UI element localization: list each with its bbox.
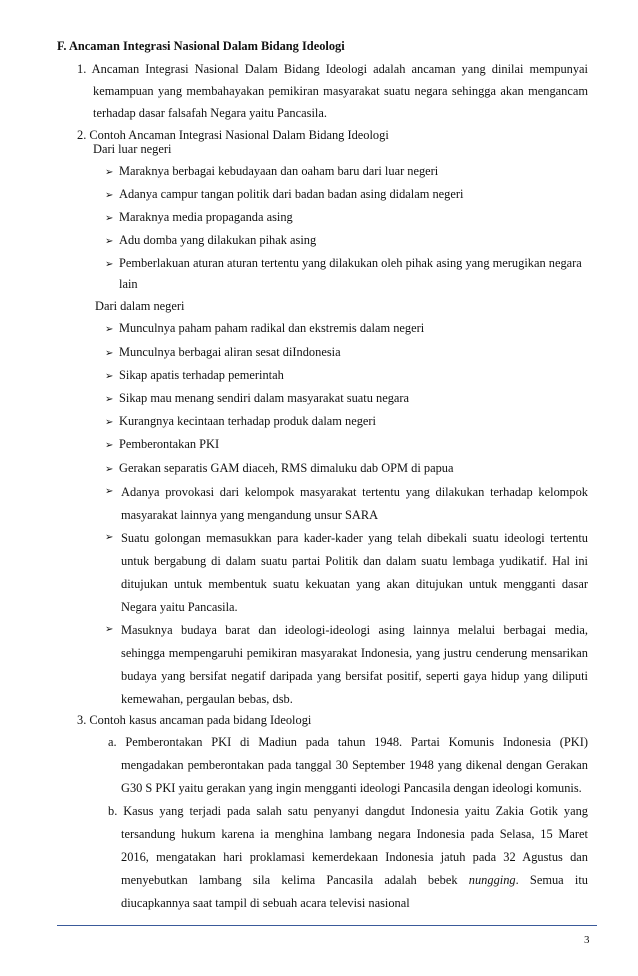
case-a-line-2: mengadakan pemberontakan pada tanggal 30 September 1948 yang dikenal dengan Gerakan: [121, 758, 588, 772]
list-item: ➢ Munculnya berbagai aliran sesat diIndonesia: [105, 344, 341, 362]
arrow-bullet-icon: ➢: [105, 324, 114, 335]
arrow-bullet-icon: ➢: [105, 417, 114, 428]
arrow-bullet-icon: ➢: [105, 190, 114, 201]
internal-label: Dari dalam negeri: [95, 299, 185, 313]
long-bullet-3-line-3: budaya yang bersifat negatif daripada yang bersifat positif, seperti gaya hidup yang diliputi: [121, 669, 588, 683]
case-b-line-3: 2016, mengatakan hari proklamasi kemerdekaan Indonesia jatuh pada 32 Agustus dan: [121, 850, 588, 864]
arrow-bullet-icon: ➢: [105, 440, 114, 451]
long-bullet-1-line-1: Adanya provokasi dari kelompok masyarakat tertentu yang dilakukan terhadap kelompok: [121, 485, 588, 499]
list-item: ➢ Adu domba yang dilakukan pihak asing: [105, 232, 316, 250]
case-b-line-5: diucapkannya saat tampil di sebuah acara televisi nasional: [121, 896, 410, 910]
item2-title: 2. Contoh Ancaman Integrasi Nasional Dalam Bidang Ideologi: [77, 128, 389, 142]
list-item: ➢ Maraknya media propaganda asing: [105, 209, 293, 227]
arrow-bullet-icon: ➢: [105, 486, 114, 497]
list-item: ➢ Kurangnya kecintaan terhadap produk dalam negeri: [105, 413, 376, 431]
list-item: ➢ Munculnya paham paham radikal dan ekstremis dalam negeri: [105, 320, 424, 338]
list-item: ➢ Adanya campur tangan politik dari badan badan asing didalam negeri: [105, 186, 463, 204]
section-heading: F. Ancaman Integrasi Nasional Dalam Bidang Ideologi: [57, 39, 345, 53]
long-bullet-3-line-2: sehingga mempengaruhi pemikiran masyarakat Indonesia, yang justru cenderung mensarikan: [121, 646, 588, 660]
long-bullet-3-line-1: Masuknya budaya barat dan ideologi-ideologi asing lainnya melalui berbagai media,: [121, 623, 588, 637]
long-bullet-2-line-1: Suatu golongan memasukkan para kader-kader yang telah dibekali suatu ideologi tertentu: [121, 531, 588, 545]
arrow-bullet-icon: ➢: [105, 213, 114, 224]
list-item: ➢ Pemberlakuan aturan aturan tertentu yang dilakukan oleh pihak asing yang merugikan negara: [105, 255, 582, 273]
item1-line-1: 1. Ancaman Integrasi Nasional Dalam Bidang Ideologi adalah ancaman yang dinilai mempunyai: [77, 62, 588, 76]
list-item: ➢ Sikap mau menang sendiri dalam masyarakat suatu negara: [105, 390, 409, 408]
case-b-line-1: b. Kasus yang terjadi pada salah satu penyanyi dangdut Indonesia yaitu Zakia Gotik yang: [108, 804, 588, 818]
list-item: ➢ Sikap apatis terhadap pemerintah: [105, 367, 284, 385]
long-bullet-2-line-2: untuk bergabung di dalam suatu partai Politik dan dalam suatu lembaga yudikatif. Hal ini: [121, 554, 588, 568]
case-b-line-4: menyebutkan lambang sila kelima Pancasila adalah bebek nungging. Semua itu: [121, 873, 588, 887]
arrow-bullet-icon: ➢: [105, 236, 114, 247]
list-item: ➢ Gerakan separatis GAM diaceh, RMS dimaluku dab OPM di papua: [105, 460, 453, 478]
arrow-bullet-icon: ➢: [105, 464, 114, 475]
external-label: Dari luar negeri: [93, 142, 172, 156]
long-bullet-3-line-4: kemewahan, pergaulan bebas, dsb.: [121, 692, 293, 706]
page-number: 3: [584, 934, 590, 946]
arrow-bullet-icon: ➢: [105, 624, 114, 635]
case-a-line-3: G30 S PKI yaitu gerakan yang ingin mengganti ideologi Pancasila dengan ideologi komunis.: [121, 781, 582, 795]
list-item-continuation: lain: [119, 277, 138, 291]
long-bullet-1-line-2: masyarakat lainnya yang mengandung unsur SARA: [121, 508, 379, 522]
list-item: ➢ Maraknya berbagai kebudayaan dan oaham baru dari luar negeri: [105, 163, 438, 181]
footer-rule: [57, 925, 597, 926]
item3-title: 3. Contoh kasus ancaman pada bidang Ideologi: [77, 713, 312, 727]
arrow-bullet-icon: ➢: [105, 167, 114, 178]
item1-line-3: terhadap dasar falsafah Negara yaitu Pancasila.: [93, 106, 327, 120]
long-bullet-2-line-3: ditujukan untuk membentuk suatu kekuatan yang akan ditujukan untuk mengganti dasar: [121, 577, 588, 591]
case-a-line-1: a. Pemberontakan PKI di Madiun pada tahun 1948. Partai Komunis Indonesia (PKI): [108, 735, 588, 749]
arrow-bullet-icon: ➢: [105, 371, 114, 382]
arrow-bullet-icon: ➢: [105, 394, 114, 405]
long-bullet-2-line-4: Negara yaitu Pancasila.: [121, 600, 238, 614]
arrow-bullet-icon: ➢: [105, 348, 114, 359]
case-b-line-2: tersandung hukum karena ia menghina lambang negara Indonesia pada Selasa, 15 Maret: [121, 827, 588, 841]
item1-line-2: kemampuan yang membahayakan pemikiran masyarakat suatu negara sehingga akan mengancam: [93, 84, 588, 98]
list-item: ➢ Pemberontakan PKI: [105, 436, 219, 454]
arrow-bullet-icon: ➢: [105, 259, 114, 270]
arrow-bullet-icon: ➢: [105, 532, 114, 543]
